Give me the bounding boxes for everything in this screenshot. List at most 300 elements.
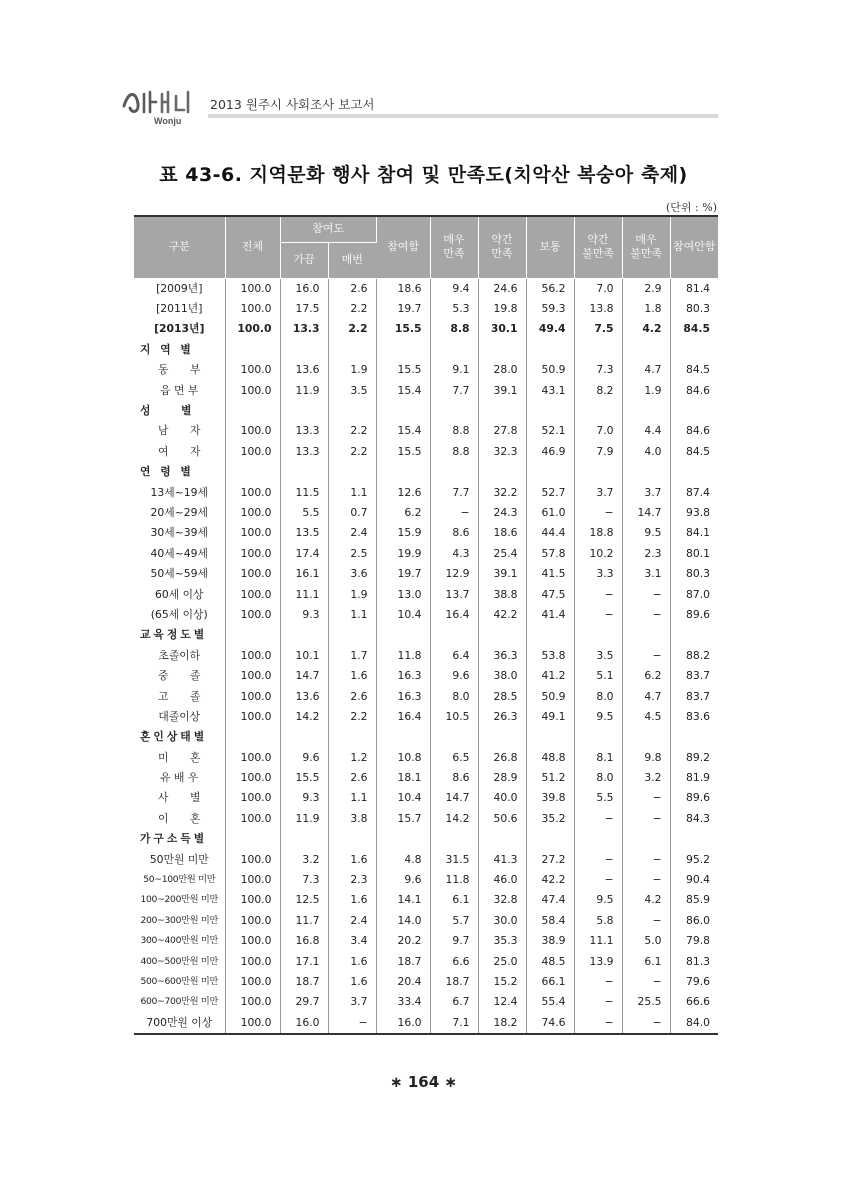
table-cell: 10.4	[376, 788, 430, 808]
table-cell: 2.3	[328, 870, 376, 890]
row-label: 이 혼	[134, 809, 225, 829]
row-label: 동 부	[134, 360, 225, 380]
table-cell: 6.1	[622, 951, 670, 971]
table-cell: 14.0	[376, 911, 430, 931]
section-row	[134, 625, 718, 645]
table-cell: 93.8	[685, 505, 711, 519]
table-cell: 2.2	[328, 319, 376, 339]
table-cell: 79.6	[685, 974, 711, 988]
table-cell: −	[622, 788, 670, 808]
row-label: 100~200만원 미만	[134, 890, 225, 910]
table-cell: 43.1	[526, 380, 574, 400]
table-cell: 13.3	[280, 442, 328, 462]
table-cell: 42.2	[478, 605, 526, 625]
table-row	[134, 768, 718, 788]
table-cell: 4.7	[622, 360, 670, 380]
table-cell	[430, 829, 478, 849]
table-cell: 1.6	[328, 890, 376, 910]
table-cell: 2.3	[622, 544, 670, 564]
table-cell: 15.5	[376, 319, 430, 339]
table-cell	[225, 401, 280, 421]
table-cell	[670, 340, 718, 360]
table-cell: 38.8	[478, 584, 526, 604]
table-cell	[225, 462, 280, 482]
table-cell: 3.5	[574, 646, 622, 666]
table-cell: 84.1	[685, 526, 711, 540]
table-cell: 19.7	[376, 299, 430, 319]
header-somewhat-dissatisfied: 약간 불만족	[574, 216, 622, 278]
table-cell: 1.6	[328, 972, 376, 992]
table-cell: 12.6	[376, 482, 430, 502]
table-cell	[526, 625, 574, 645]
table-cell	[225, 340, 280, 360]
table-cell: 36.3	[478, 646, 526, 666]
table-cell: 79.8	[685, 934, 711, 948]
table-cell	[622, 462, 670, 482]
table-cell: 8.0	[574, 686, 622, 706]
table-cell: 25.5	[622, 992, 670, 1012]
table-cell	[328, 625, 376, 645]
row-label: 700만원 이상	[134, 1013, 225, 1034]
table-cell: 7.3	[280, 870, 328, 890]
table-cell: 100.0	[225, 666, 280, 686]
table-cell: 39.8	[526, 788, 574, 808]
table-cell	[376, 625, 430, 645]
table-cell: 100.0	[225, 523, 280, 543]
table-cell	[430, 462, 478, 482]
table-cell: 1.8	[622, 299, 670, 319]
table-cell	[280, 340, 328, 360]
table-row	[134, 788, 718, 808]
table-cell: 20.2	[376, 931, 430, 951]
table-cell: 18.7	[280, 972, 328, 992]
table-cell: 7.3	[574, 360, 622, 380]
table-cell: 5.7	[430, 911, 478, 931]
table-cell: 20.4	[376, 972, 430, 992]
table-cell	[670, 727, 718, 747]
table-row	[134, 931, 718, 951]
table-cell: 1.1	[328, 605, 376, 625]
table-cell: 16.0	[280, 1013, 328, 1034]
table-cell: 13.0	[376, 584, 430, 604]
table-row	[134, 646, 718, 666]
table-cell: 87.4	[685, 485, 711, 499]
table-cell: 5.3	[430, 299, 478, 319]
table-cell: 3.7	[328, 992, 376, 1012]
table-cell: 100.0	[225, 319, 280, 339]
table-cell	[574, 829, 622, 849]
table-cell: 25.4	[478, 544, 526, 564]
table-cell: 4.0	[622, 442, 670, 462]
table-cell: 28.9	[478, 768, 526, 788]
table-cell	[478, 401, 526, 421]
table-cell	[574, 340, 622, 360]
table-cell: 1.6	[328, 951, 376, 971]
row-label: 50만원 미만	[134, 849, 225, 869]
row-label: 400~500만원 미만	[134, 951, 225, 971]
table-cell: 9.7	[430, 931, 478, 951]
table-row	[134, 299, 718, 319]
table-cell: 66.1	[526, 972, 574, 992]
table-cell: 100.0	[225, 788, 280, 808]
table-cell	[574, 462, 622, 482]
table-cell: 14.7	[280, 666, 328, 686]
table-cell: 89.2	[685, 750, 711, 764]
table-cell: 2.2	[328, 707, 376, 727]
table-cell: −	[622, 849, 670, 869]
table-cell: −	[430, 503, 478, 523]
table-cell: 84.5	[685, 363, 711, 377]
table-cell: 5.5	[574, 788, 622, 808]
table-cell: 15.9	[376, 523, 430, 543]
header-very-dissatisfied: 매우 불만족	[622, 216, 670, 278]
table-row	[134, 442, 718, 462]
header-often: 가끔	[280, 242, 328, 278]
table-cell: 40.0	[478, 788, 526, 808]
survey-table	[134, 215, 718, 1035]
table-cell: 8.1	[574, 747, 622, 767]
table-cell: 56.2	[526, 278, 574, 299]
table-cell: 32.3	[478, 442, 526, 462]
table-cell: 3.2	[622, 768, 670, 788]
table-cell: 86.0	[685, 913, 711, 927]
table-cell	[225, 829, 280, 849]
table-row	[134, 809, 718, 829]
table-cell: 11.9	[280, 380, 328, 400]
table-cell: 84.3	[685, 811, 711, 825]
table-cell: 100.0	[225, 360, 280, 380]
table-row	[134, 747, 718, 767]
table-cell	[376, 462, 430, 482]
header-every-time: 매번	[328, 242, 376, 278]
table-cell: 100.0	[225, 707, 280, 727]
table-cell: 30.0	[478, 911, 526, 931]
table-cell	[526, 829, 574, 849]
table-cell	[478, 462, 526, 482]
table-cell: 8.2	[574, 380, 622, 400]
header-participated: 참여함	[376, 216, 430, 278]
table-cell: 18.6	[376, 278, 430, 299]
table-cell: 1.6	[328, 849, 376, 869]
table-cell	[478, 829, 526, 849]
table-cell: 9.3	[280, 605, 328, 625]
table-cell: 85.9	[685, 893, 711, 907]
table-cell: 16.4	[430, 605, 478, 625]
table-cell: 2.6	[328, 768, 376, 788]
report-title: 2013 원주시 사회조사 보고서	[210, 97, 375, 112]
table-cell	[280, 462, 328, 482]
table-cell: 2.2	[328, 442, 376, 462]
table-cell: −	[622, 870, 670, 890]
table-cell: 88.2	[685, 648, 711, 662]
table-row	[134, 564, 718, 584]
row-label: 중 졸	[134, 666, 225, 686]
table-cell: 17.4	[280, 544, 328, 564]
table-cell: 9.5	[574, 890, 622, 910]
table-cell: 3.7	[622, 482, 670, 502]
row-label: 남 자	[134, 421, 225, 441]
table-cell: 19.9	[376, 544, 430, 564]
table-cell: 8.0	[574, 768, 622, 788]
table-cell: 8.8	[430, 319, 478, 339]
table-cell: 6.2	[622, 666, 670, 686]
table-cell: 100.0	[225, 564, 280, 584]
table-row	[134, 421, 718, 441]
table-cell	[622, 401, 670, 421]
table-cell: 15.4	[376, 421, 430, 441]
section-row	[134, 727, 718, 747]
table-row	[134, 544, 718, 564]
table-cell: 80.3	[685, 567, 711, 581]
table-cell: 3.6	[328, 564, 376, 584]
table-cell: −	[622, 584, 670, 604]
table-cell: 15.2	[478, 972, 526, 992]
table-cell: 30.1	[478, 319, 526, 339]
table-cell: 100.0	[225, 951, 280, 971]
row-label: 초졸이하	[134, 646, 225, 666]
table-cell: 32.8	[478, 890, 526, 910]
table-cell: 3.8	[328, 809, 376, 829]
table-body	[134, 278, 718, 1034]
table-cell: 44.4	[526, 523, 574, 543]
table-cell: 35.3	[478, 931, 526, 951]
table-cell: 26.3	[478, 707, 526, 727]
table-cell: −	[574, 870, 622, 890]
table-cell: 5.5	[280, 503, 328, 523]
table-cell: 15.5	[376, 442, 430, 462]
table-cell: 100.0	[225, 482, 280, 502]
row-label: 300~400만원 미만	[134, 931, 225, 951]
table-row	[134, 707, 718, 727]
table-cell: 1.1	[328, 788, 376, 808]
table-cell: 100.0	[225, 646, 280, 666]
table-cell: 0.7	[328, 503, 376, 523]
table-cell	[670, 829, 718, 849]
table-cell: 100.0	[225, 849, 280, 869]
table-cell	[478, 727, 526, 747]
table-cell: 50.6	[478, 809, 526, 829]
table-cell: 58.4	[526, 911, 574, 931]
table-cell: 7.1	[430, 1013, 478, 1034]
table-cell: 29.7	[280, 992, 328, 1012]
section-label: 혼인상태별	[134, 727, 225, 747]
row-label: 30세~39세	[134, 523, 225, 543]
table-cell: 4.2	[622, 319, 670, 339]
table-cell: 41.2	[526, 666, 574, 686]
table-cell: 10.4	[376, 605, 430, 625]
table-cell: 10.5	[430, 707, 478, 727]
table-cell: 83.7	[685, 669, 711, 683]
table-cell	[280, 625, 328, 645]
table-cell: 81.9	[685, 771, 711, 785]
table-cell: 100.0	[225, 380, 280, 400]
table-cell: 84.5	[683, 322, 711, 336]
table-cell	[574, 401, 622, 421]
table-cell: −	[328, 1013, 376, 1034]
table-cell: 1.9	[328, 360, 376, 380]
table-cell: 32.2	[478, 482, 526, 502]
table-cell: 9.6	[376, 870, 430, 890]
table-cell: 100.0	[225, 911, 280, 931]
table-cell: 8.8	[430, 442, 478, 462]
table-cell	[526, 401, 574, 421]
row-label: 사 별	[134, 788, 225, 808]
table-cell: 8.6	[430, 768, 478, 788]
table-cell: 16.4	[376, 707, 430, 727]
table-cell: −	[622, 646, 670, 666]
table-row	[134, 278, 718, 299]
table-cell: 66.6	[685, 995, 711, 1009]
table-cell: −	[622, 1013, 670, 1034]
table-cell: 100.0	[225, 686, 280, 706]
table-cell: 10.8	[376, 747, 430, 767]
section-row	[134, 340, 718, 360]
row-label: 13세~19세	[134, 482, 225, 502]
table-cell: 9.4	[430, 278, 478, 299]
table-cell: 6.6	[430, 951, 478, 971]
row-label: 60세 이상	[134, 584, 225, 604]
table-cell: 1.9	[622, 380, 670, 400]
table-row	[134, 523, 718, 543]
header-category: 구분	[134, 216, 225, 278]
table-cell: 12.4	[478, 992, 526, 1012]
table-cell: 25.0	[478, 951, 526, 971]
table-cell: 4.4	[622, 421, 670, 441]
table-cell: 11.8	[376, 646, 430, 666]
header-very-satisfied: 매우 만족	[430, 216, 478, 278]
table-cell: 74.6	[526, 1013, 574, 1034]
table-cell: 100.0	[225, 747, 280, 767]
table-cell	[670, 401, 718, 421]
section-label: 교육정도별	[134, 625, 225, 645]
table-cell: 24.3	[478, 503, 526, 523]
table-cell	[328, 401, 376, 421]
table-cell: 83.6	[685, 709, 711, 723]
table-cell	[430, 401, 478, 421]
table-cell: 57.8	[526, 544, 574, 564]
table-cell: 3.2	[280, 849, 328, 869]
table-cell: 89.6	[685, 791, 711, 805]
table-cell: 39.1	[478, 564, 526, 584]
table-cell: 61.0	[526, 503, 574, 523]
table-cell: 2.4	[328, 523, 376, 543]
table-cell: 15.4	[376, 380, 430, 400]
table-cell: 100.0	[225, 278, 280, 299]
table-cell	[670, 625, 718, 645]
table-cell	[622, 625, 670, 645]
section-label: 가구소득별	[134, 829, 225, 849]
table-cell: 6.7	[430, 992, 478, 1012]
table-cell: 17.1	[280, 951, 328, 971]
section-label: 성 별	[134, 401, 225, 421]
table-cell: 7.0	[574, 421, 622, 441]
table-cell: 18.7	[376, 951, 430, 971]
table-row	[134, 380, 718, 400]
section-row	[134, 829, 718, 849]
row-label: 50~100만원 미만	[134, 870, 225, 890]
table-cell: 3.4	[328, 931, 376, 951]
table-cell: 18.6	[478, 523, 526, 543]
table-cell: 9.5	[622, 523, 670, 543]
table-row	[134, 992, 718, 1012]
table-cell: 14.1	[376, 890, 430, 910]
table-row	[134, 890, 718, 910]
table-cell: 84.0	[670, 1013, 718, 1034]
table-cell	[478, 625, 526, 645]
row-label: 대졸이상	[134, 707, 225, 727]
table-cell: 15.5	[280, 768, 328, 788]
table-cell: 48.8	[526, 747, 574, 767]
table-cell: 47.5	[526, 584, 574, 604]
table-cell: 100.0	[225, 809, 280, 829]
table-cell: 100.0	[225, 890, 280, 910]
table-cell: 18.1	[376, 768, 430, 788]
table-cell: 6.1	[430, 890, 478, 910]
table-cell: 5.0	[622, 931, 670, 951]
row-label: 200~300만원 미만	[134, 911, 225, 931]
row-label: 고 졸	[134, 686, 225, 706]
table-cell: 9.3	[280, 788, 328, 808]
table-cell	[622, 340, 670, 360]
section-row	[134, 462, 718, 482]
table-row	[134, 1013, 718, 1034]
table-cell	[328, 727, 376, 747]
table-cell: 1.9	[328, 584, 376, 604]
table-cell: 80.1	[685, 546, 711, 560]
table-cell	[225, 625, 280, 645]
table-cell: 14.2	[280, 707, 328, 727]
svg-text:Wonju: Wonju	[154, 116, 182, 126]
table-cell: 8.6	[430, 523, 478, 543]
table-cell: 9.1	[430, 360, 478, 380]
table-cell: 100.0	[225, 605, 280, 625]
table-row	[134, 584, 718, 604]
table-cell: 13.9	[574, 951, 622, 971]
table-cell: −	[574, 584, 622, 604]
section-label: 지 역 별	[134, 340, 225, 360]
table-cell: 100.0	[225, 584, 280, 604]
table-cell: 47.4	[526, 890, 574, 910]
table-cell: 13.6	[280, 360, 328, 380]
table-cell: 50.9	[526, 686, 574, 706]
table-cell	[280, 727, 328, 747]
table-cell: 11.1	[574, 931, 622, 951]
table-cell	[430, 625, 478, 645]
table-cell: 2.6	[328, 278, 376, 299]
table-cell: 9.8	[622, 747, 670, 767]
table-cell: 41.3	[478, 849, 526, 869]
table-cell: 84.6	[685, 424, 711, 438]
row-label: 미 혼	[134, 747, 225, 767]
table-cell	[670, 462, 718, 482]
table-row	[134, 319, 718, 339]
table-cell: 100.0	[225, 299, 280, 319]
header-participation: 참여도	[280, 216, 376, 242]
table-cell: 84.5	[685, 444, 711, 458]
table-cell: 16.8	[280, 931, 328, 951]
table-cell: 1.6	[328, 666, 376, 686]
table-cell: 41.4	[526, 605, 574, 625]
table-row	[134, 951, 718, 971]
table-cell: 15.5	[376, 360, 430, 380]
table-cell: 10.1	[280, 646, 328, 666]
page-header	[120, 82, 720, 126]
table-cell: 16.1	[280, 564, 328, 584]
table-cell: −	[574, 1013, 622, 1034]
table-cell: 48.5	[526, 951, 574, 971]
row-label: 500~600만원 미만	[134, 972, 225, 992]
table-cell: 100.0	[225, 421, 280, 441]
